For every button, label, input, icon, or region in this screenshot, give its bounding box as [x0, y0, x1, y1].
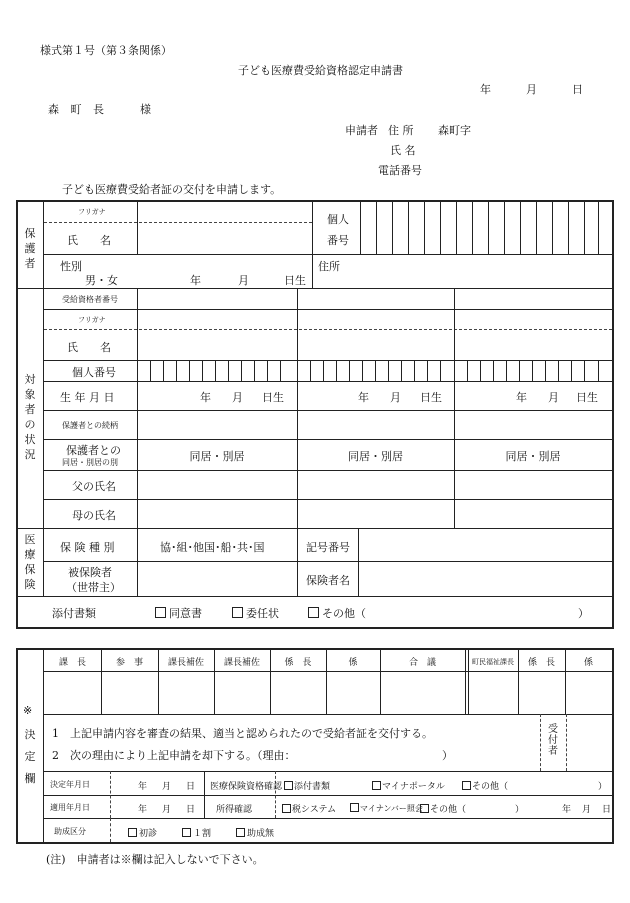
attach-other[interactable]: その他（: [308, 605, 366, 621]
child1-birth-year: 年: [200, 391, 211, 404]
guardian-birth-year: 年: [190, 274, 201, 287]
child-name-label: 氏 名: [67, 341, 111, 354]
footnote: (注) 申請者は※欄は記入しないで下さい。: [46, 853, 264, 866]
attach-other-close: ）: [578, 607, 589, 620]
role-sanji: 参 事: [115, 658, 143, 668]
child-birthdate-label: 生 年 月 日: [60, 391, 115, 404]
inc-opt-mynumber[interactable]: マイナンバー照会: [350, 803, 423, 814]
role-kakaricho-2: 係 長: [527, 658, 555, 668]
insurance-section-label: 医療保険: [24, 533, 36, 591]
insured-label-1: 被保険者: [68, 566, 112, 579]
attach-proxy[interactable]: 委任状: [232, 605, 279, 621]
subsidy-10pct-checkbox[interactable]: [182, 828, 191, 837]
decision-date-day: 日: [186, 782, 196, 792]
attach-consent-checkbox[interactable]: [155, 607, 166, 618]
child-cohabit-label-1: 保護者との: [66, 444, 121, 457]
guardian-furigana-label: フリガナ: [78, 208, 106, 216]
receipt-label: 受付者: [548, 724, 558, 757]
role-chomin-fukushi-kacho: 町民福祉課長: [472, 658, 514, 666]
insured-label-2: （世帯主）: [66, 581, 121, 594]
child-furigana-label: フリガナ: [78, 316, 106, 324]
role-kacho-hosa-1: 課長補佐: [167, 658, 204, 668]
ins-opt-other[interactable]: その他（: [462, 779, 508, 792]
decision-reject-close: ）: [442, 749, 453, 762]
date-month: 月: [526, 83, 537, 96]
subsidy-first-checkbox[interactable]: [128, 828, 137, 837]
guardian-birth-day: 日生: [284, 274, 306, 287]
child1-birth-month: 月: [232, 391, 243, 404]
apply-date-month: 月: [162, 805, 172, 815]
subsidy-none-checkbox[interactable]: [236, 828, 245, 837]
inc-opt-mynumber-checkbox[interactable]: [350, 803, 359, 812]
attachments-label: 添付書類: [52, 607, 96, 620]
guardian-address-label: 住所: [318, 260, 340, 273]
child3-cohabit: 同居・別居: [505, 450, 561, 463]
child2-birth-year: 年: [358, 391, 369, 404]
subsidy-first[interactable]: 初診: [128, 826, 157, 839]
insurer-name-label: 保険者名: [306, 574, 350, 587]
apply-date-year: 年: [138, 805, 148, 815]
child2-birth-month: 月: [390, 391, 401, 404]
attach-other-checkbox[interactable]: [308, 607, 319, 618]
form-number: 様式第１号（第３条関係）: [40, 44, 172, 57]
child1-birth-day: 日生: [262, 391, 284, 404]
subsidy-label: 助成区分: [54, 827, 86, 836]
income-date-month: 月: [582, 805, 592, 815]
date-year: 年: [480, 83, 491, 96]
child-mother-label: 母の氏名: [72, 509, 116, 522]
child2-birth-day: 日生: [420, 391, 442, 404]
apply-date-label: 適用年月日: [50, 803, 90, 812]
ins-opt-mynaportal-checkbox[interactable]: [372, 781, 381, 790]
inc-opt-other[interactable]: その他（: [420, 802, 466, 815]
request-text: 子ども医療費受給者証の交付を申請します。: [62, 183, 282, 196]
child-cohabit-label-2: 同居・別居の別: [62, 458, 118, 467]
role-kacho: 課 長: [58, 658, 86, 668]
decision-section-label: 決定欄: [24, 728, 36, 785]
ins-opt-other-checkbox[interactable]: [462, 781, 471, 790]
address-label: 住 所: [388, 124, 414, 137]
role-gogi: 合 議: [408, 658, 436, 668]
apply-date-day: 日: [186, 805, 196, 815]
decision-approve-text: 1 上記申請内容を審査の結果、適当と認められたので受給者証を交付する。: [52, 727, 433, 740]
child-relation-label: 保護者との続柄: [62, 421, 118, 430]
form-title: 子ども医療費受給資格認定申請書: [238, 64, 403, 77]
ins-opt-attachments[interactable]: 添付書類: [284, 779, 330, 792]
addressee: 森 町 長: [48, 103, 108, 116]
role-kakari: 係: [348, 658, 358, 668]
guardian-personal-no-label-1: 個人: [327, 213, 349, 226]
guardian-personal-no-label-2: 番号: [327, 234, 349, 247]
insurance-confirm-label: 医療保険資格確認: [210, 782, 283, 792]
inc-opt-tax-system[interactable]: 税システム: [282, 802, 336, 815]
insurance-type-value: 協･組･他国･船･共･国: [160, 541, 265, 554]
child-father-label: 父の氏名: [72, 480, 116, 493]
income-confirm-label: 所得確認: [216, 805, 253, 815]
role-kakaricho: 係 長: [284, 658, 312, 668]
decision-date-year: 年: [138, 782, 148, 792]
ins-opt-mynaportal[interactable]: マイナポータル: [372, 779, 445, 792]
ins-opt-attachments-checkbox[interactable]: [284, 781, 293, 790]
phone-label: 電話番号: [378, 164, 422, 177]
insurance-type-label: 保 険 種 別: [60, 541, 115, 554]
insurance-code-label: 記号番号: [306, 541, 350, 554]
child1-cohabit: 同居・別居: [189, 450, 245, 463]
decision-date-month: 月: [162, 782, 172, 792]
child-eligibility-no-label: 受給資格者番号: [62, 295, 118, 304]
attach-consent[interactable]: 同意書: [155, 605, 202, 621]
name-label: 氏 名: [390, 144, 416, 157]
child-section-label: 対象者の状況: [24, 373, 36, 461]
child3-birth-day: 日生: [576, 391, 598, 404]
subsidy-10pct[interactable]: １割: [182, 826, 211, 839]
inc-opt-other-close: ）: [515, 805, 525, 815]
address-value: 森町字: [438, 124, 471, 137]
guardian-section-label: 保護者: [24, 227, 36, 270]
role-kacho-hosa-2: 課長補佐: [223, 658, 260, 668]
guardian-birth-month: 月: [238, 274, 249, 287]
applicant-label: 申請者: [345, 124, 378, 137]
guardian-name-label: 氏 名: [67, 234, 111, 247]
decision-mark: ※: [23, 704, 33, 717]
child2-cohabit: 同居・別居: [348, 450, 403, 463]
ins-opt-other-close: ）: [598, 782, 608, 792]
income-date-day: 日: [602, 805, 612, 815]
child3-birth-year: 年: [516, 391, 527, 404]
guardian-sex-label: 性別: [60, 260, 82, 273]
addressee-suffix: 様: [140, 103, 151, 116]
subsidy-none[interactable]: 助成無: [236, 826, 274, 839]
inc-opt-tax-system-checkbox[interactable]: [282, 804, 291, 813]
guardian-sex-options: 男・女: [85, 274, 118, 287]
decision-date-label: 決定年月日: [50, 780, 90, 789]
date-day: 日: [572, 83, 583, 96]
role-kakari-2: 係: [583, 658, 593, 668]
inc-opt-other-checkbox[interactable]: [420, 804, 429, 813]
decision-reject-text: 2 次の理由により上記申請を却下する。（理由：: [52, 749, 296, 762]
income-date-year: 年: [562, 805, 572, 815]
attach-proxy-checkbox[interactable]: [232, 607, 243, 618]
child3-birth-month: 月: [548, 391, 559, 404]
child-personal-no-label: 個人番号: [72, 366, 116, 379]
